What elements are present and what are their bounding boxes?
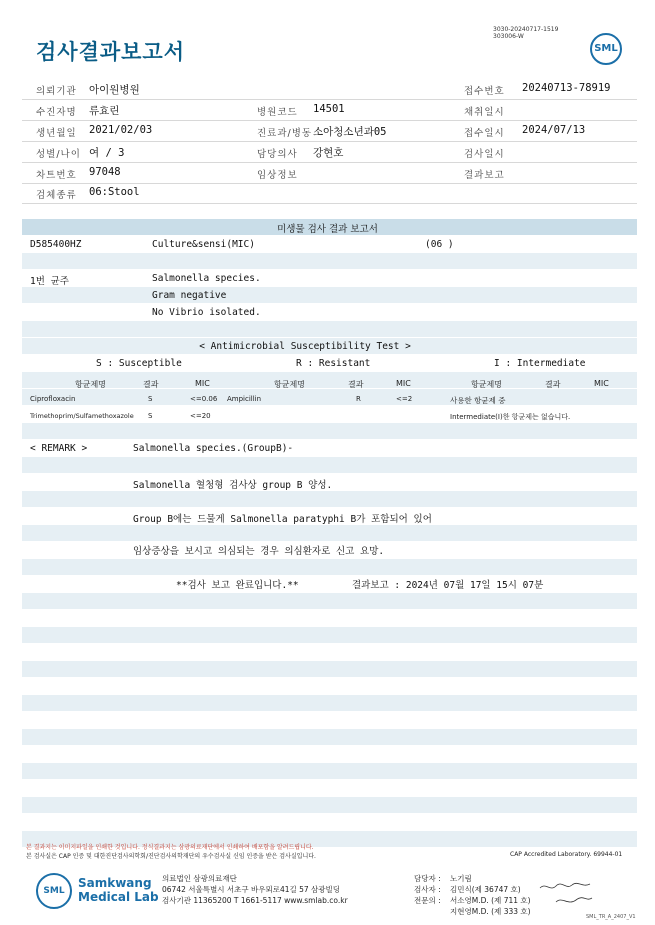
info-label: 성별/나이	[36, 149, 81, 160]
info-value: 2021/02/03	[89, 124, 153, 136]
info-label: 결과보고	[464, 170, 505, 181]
info-label: 차트번호	[36, 170, 77, 181]
legend-susceptible: S : Susceptible	[96, 358, 182, 369]
org-name: 의료법인 삼광의료재단	[162, 874, 237, 883]
notice-accreditation: 본 검사실은 CAP 인증 및 대한진단검사의학회/진단검사의학재단의 우수검사실 신임 인증을 받은 검사실입니다.	[26, 853, 316, 860]
shaded-band	[22, 389, 637, 405]
info-label: 접수번호	[464, 86, 505, 97]
document-id	[493, 26, 558, 40]
info-value: 06:Stool	[89, 186, 140, 198]
brand-line2: Medical Lab	[78, 890, 159, 904]
ast-header: 결과	[545, 380, 561, 389]
info-label: 접수일시	[464, 128, 505, 139]
staff-name: 김민식(제 36747 호)	[450, 885, 521, 894]
remark-line: Salmonella species.(GroupB)-	[133, 443, 294, 454]
info-label: 임상정보	[257, 170, 298, 181]
ast-title: < Antimicrobial Susceptibility Test >	[199, 341, 411, 352]
ast-header: MIC	[396, 379, 411, 388]
brand-line1: Samkwang	[78, 876, 152, 890]
test-code: D585400HZ	[30, 239, 82, 250]
shaded-band	[22, 457, 637, 473]
remark-line: Salmonella 혈청형 검사상 group B 양성.	[133, 480, 333, 491]
ast-header: 결과	[143, 380, 159, 389]
info-label: 진료과/병동	[257, 128, 313, 139]
test-suffix: (06 )	[425, 239, 454, 250]
info-label: 검체종류	[36, 190, 77, 201]
ast-header: 항균제명	[75, 380, 106, 389]
form-code: SML_TR_A_2407_V1	[586, 914, 636, 920]
shaded-band	[22, 729, 637, 745]
patient-info-row	[22, 142, 637, 163]
shaded-band	[22, 525, 637, 541]
organism-label: 1번 균주	[30, 276, 69, 287]
shaded-band	[22, 321, 637, 337]
patient-info-row	[22, 183, 637, 204]
staff-role: 검사자 :	[414, 885, 441, 894]
patient-info-row	[22, 100, 637, 121]
ast-result: S	[148, 395, 153, 403]
remark-label: < REMARK >	[30, 443, 88, 454]
ast-drug: Ciprofloxacin	[30, 395, 76, 403]
shaded-band	[22, 797, 637, 813]
patient-info-row	[22, 121, 637, 142]
doc-id-line2: 303006-W	[493, 33, 524, 40]
info-label: 담당의사	[257, 149, 298, 160]
ast-mic: <=20	[190, 412, 211, 420]
info-value: 강현호	[313, 147, 344, 159]
ast-header: 결과	[348, 380, 364, 389]
sml-logo	[590, 33, 622, 65]
legend-intermediate: I : Intermediate	[494, 358, 586, 369]
ast-result: S	[148, 412, 153, 420]
shaded-band	[22, 593, 637, 609]
cap-accreditation: CAP Accredited Laboratory. 69944-01	[510, 851, 623, 858]
shaded-band	[22, 763, 637, 779]
org-contact: 검사기관 11365200 T 1661-5117 www.smlab.co.kr	[162, 896, 348, 905]
doc-id-line1: 3030-20240717-1519	[493, 26, 559, 33]
report-complete: **검사 보고 완료입니다.**	[176, 580, 299, 591]
shaded-band	[22, 491, 637, 507]
patient-info-row	[22, 163, 637, 184]
ast-drug: Trimethoprim/Sulfamethoxazole	[30, 412, 134, 420]
info-value: 97048	[89, 166, 121, 178]
info-label: 채취일시	[464, 107, 505, 118]
remark-line: Group B에는 드물게 Salmonella paratyphi B가 포함되어 있어	[133, 514, 432, 525]
notice-red: 본 결과지는 이미지파일을 인쇄한 것입니다. 정식결과지는 삼광의료재단에서 인쇄하여 배포함을 알려드립니다.	[26, 844, 314, 851]
info-value: 소아청소년과05	[313, 126, 387, 138]
shaded-band	[22, 695, 637, 711]
ast-drug: Ampicillin	[227, 395, 262, 403]
sml-footer-logo	[36, 873, 72, 909]
ast-mic: <=2	[396, 395, 413, 403]
organism-line: No Vibrio isolated.	[152, 307, 261, 318]
staff-name: 지현영M.D. (제 333 호)	[450, 907, 531, 916]
info-value: 20240713-78919	[522, 82, 611, 94]
info-value: 14501	[313, 103, 345, 115]
info-value: 여 / 3	[89, 147, 125, 159]
info-label: 검사일시	[464, 149, 505, 160]
brand-name	[78, 876, 159, 904]
ast-header: MIC	[594, 379, 609, 388]
info-value: 류효린	[89, 105, 120, 117]
ast-header: 항균제명	[471, 380, 502, 389]
info-label: 수진자명	[36, 107, 77, 118]
ast-note: Intermediate(I)한 항균제는 없습니다.	[450, 413, 571, 421]
remark-line: 임상증상을 보시고 의심되는 경우 의심환자로 신고 요망.	[133, 546, 385, 557]
staff-name: 노기림	[450, 874, 472, 883]
info-value: 2024/07/13	[522, 124, 586, 136]
report-time: 결과보고 : 2024년 07월 17일 15시 07분	[352, 580, 544, 591]
staff-role: 전문의 :	[414, 896, 441, 905]
staff-role: 담당자 :	[414, 874, 441, 883]
organism-line: Salmonella species.	[152, 273, 261, 284]
info-value: 아이원병원	[89, 84, 140, 96]
shaded-band	[22, 253, 637, 269]
shaded-band	[22, 661, 637, 677]
shaded-band	[22, 627, 637, 643]
staff-name: 서소영M.D. (제 711 호)	[450, 896, 531, 905]
organism-line: Gram negative	[152, 290, 227, 301]
org-address: 06742 서울특별시 서초구 바우뫼로41길 57 삼광빌딩	[162, 885, 341, 894]
ast-header: 항균제명	[274, 380, 305, 389]
patient-info-row	[22, 79, 637, 100]
ast-mic: <=0.06	[190, 395, 218, 403]
ast-result: R	[356, 395, 361, 403]
signature-image	[536, 880, 596, 910]
shaded-band	[22, 423, 637, 439]
legend-resistant: R : Resistant	[296, 358, 371, 369]
ast-header: MIC	[195, 379, 210, 388]
page-title: 검사결과보고서	[36, 40, 186, 64]
test-name: Culture&sensi(MIC)	[152, 239, 255, 250]
info-label: 생년월일	[36, 128, 77, 139]
section-title: 미생물 검사 결과 보고서	[277, 224, 378, 235]
footer-logo-text: SML	[43, 886, 65, 896]
info-label: 병원코드	[257, 107, 298, 118]
logo-text: SML	[594, 43, 618, 54]
shaded-band	[22, 287, 637, 303]
info-label: 의뢰기관	[36, 86, 77, 97]
ast-note: 사용한 항균제 중	[450, 396, 506, 405]
shaded-band	[22, 559, 637, 575]
